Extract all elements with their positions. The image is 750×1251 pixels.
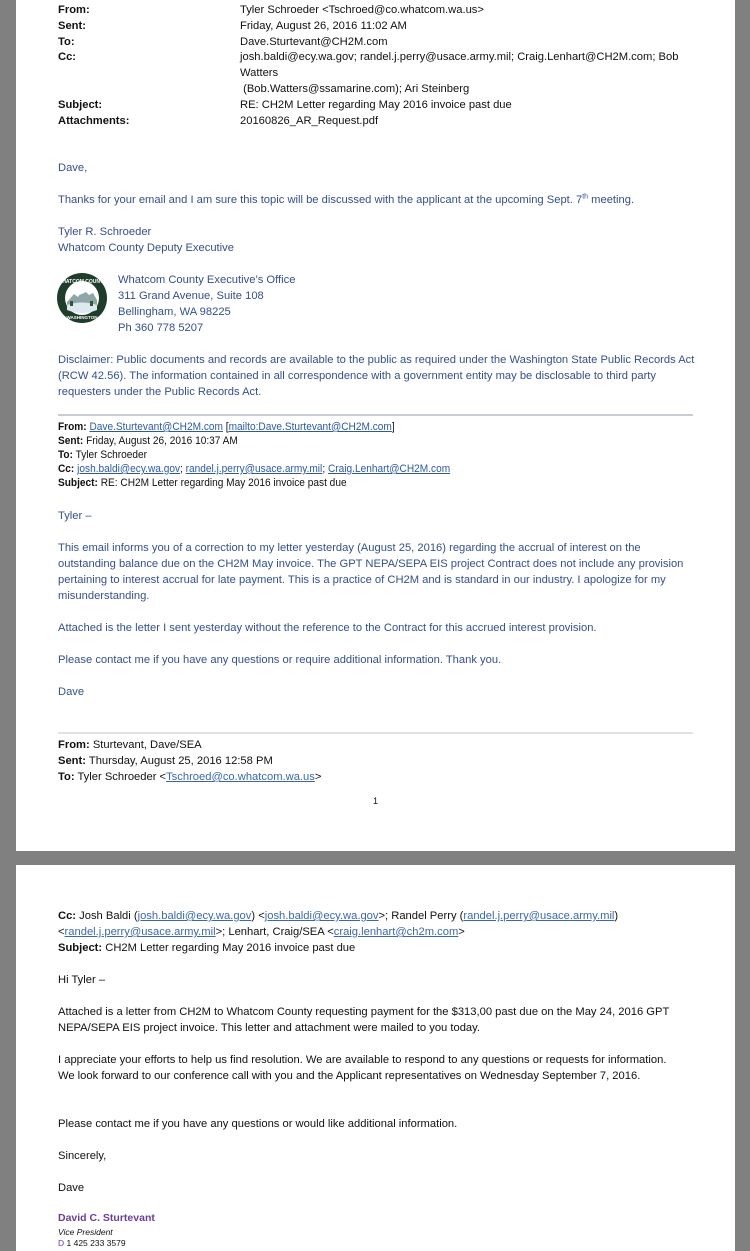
header-label: Cc:: [58, 51, 77, 64]
signoff: Dave: [58, 1182, 85, 1194]
header-label: Sent:: [58, 755, 86, 767]
office-address-line1: 311 Grand Avenue, Suite 108: [118, 290, 264, 302]
third-email-subject: [58, 940, 355, 956]
cc-text: <: [58, 926, 65, 938]
second-email-sent: [58, 434, 238, 448]
third-email-cc-cont: [58, 924, 465, 940]
header-row-subject: [58, 98, 695, 114]
cc-email-link[interactable]: randel.j.perry@usace.army.mil: [463, 910, 615, 922]
cc-email-link[interactable]: craig.lenhart@ch2m.com: [333, 926, 459, 938]
header-label: Subject:: [58, 477, 98, 489]
second-email-from: From: Dave.Sturtevant@CH2M.com [mailto:Dave.Sturtevant@CH2M.com]: [58, 421, 395, 433]
cc-text: Josh Baldi (: [79, 910, 138, 922]
greeting: Dave,: [58, 162, 88, 174]
signature-title: Whatcom County Deputy Executive: [58, 242, 234, 254]
signature-phone: [58, 1238, 126, 1248]
ordinal-suffix: th: [582, 193, 589, 201]
disclaimer: Disclaimer: Public documents and records are available to the public as required under the Washington State Public Records Act (RCW 42.56). The information contained in all correspondence with a government entity may be disclosable to third party requesters under the Public Records Act.: [58, 354, 695, 398]
office-name: Whatcom County Executive’s Office: [118, 274, 296, 286]
signoff: Dave: [58, 686, 85, 698]
cc-email-link[interactable]: Craig.Lenhart@CH2M.com: [327, 463, 451, 475]
cc-email-link[interactable]: josh.baldi@ecy.wa.gov: [137, 910, 252, 922]
body-paragraph: This email informs you of a correction to my letter yesterday (August 25, 2016) regarding the accrual of interest on the outstanding balance due on the CH2M May invoice. The GPT NEPA/SEPA EIS project Contract does not include any provision pertaining to interest accrual for late payment. This is a practice of CH2M and is standard in our industry. I apologize for my misunderstanding.: [58, 542, 684, 602]
header-label: From:: [58, 739, 90, 751]
header-label: [58, 82, 240, 98]
second-email-to: [58, 448, 147, 462]
header-label: Sent:: [58, 19, 86, 32]
subject-text: CH2M Letter regarding May 2016 invoice past due: [105, 942, 356, 954]
cc-text: >: [458, 926, 465, 938]
attachment-filename[interactable]: 20160826_AR_Request.pdf: [240, 114, 379, 127]
phone-label: D: [58, 1238, 65, 1248]
header-label: To:: [58, 771, 75, 783]
header-value: Tyler Schroeder <Tschroed@co.whatcom.wa.us>: [240, 4, 484, 16]
body-paragraph: [58, 192, 634, 208]
whatcom-county-seal-logo: [56, 272, 108, 324]
signature-name: Tyler R. Schroeder: [58, 226, 152, 238]
header-label: Cc:: [58, 463, 75, 475]
signature-name: David C. Sturtevant: [58, 1212, 155, 1224]
office-address-line2: Bellingham, WA 98225: [118, 306, 231, 318]
body-paragraph: Please contact me if you have any questions or would like additional information.: [58, 1118, 458, 1130]
header-label: From:: [58, 4, 90, 16]
closing: Sincerely,: [58, 1150, 107, 1162]
sender: Sturtevant, Dave/SEA: [92, 739, 202, 751]
to-email-link[interactable]: Tschroed@co.whatcom.wa.us: [166, 771, 315, 783]
header-label: From:: [58, 421, 87, 433]
body-paragraph: Please contact me if you have any questions or require additional information. Thank you.: [58, 654, 502, 666]
header-value: (Bob.Watters@ssamarine.com); Ari Steinberg: [240, 82, 470, 95]
page-number: 1: [372, 796, 378, 806]
header-label: Sent:: [58, 435, 84, 447]
greeting: Tyler –: [58, 510, 92, 522]
header-row-sent: [58, 19, 695, 35]
header-label: To:: [58, 35, 75, 48]
svg-text:WHATCOM COUNTY: WHATCOM COUNTY: [57, 279, 107, 285]
greeting: Hi Tyler –: [58, 974, 106, 986]
cc-email-link[interactable]: randel.j.perry@usace.army.mil: [64, 926, 216, 938]
header-row-to: [58, 35, 695, 51]
cc-email-link[interactable]: randel.j.perry@usace.army.mil: [185, 463, 323, 475]
cc-email-link[interactable]: josh.baldi@ecy.wa.gov: [264, 910, 379, 922]
body-text: meeting.: [588, 194, 635, 206]
recipient-name: Tyler Schroeder <: [77, 771, 167, 783]
third-email-from: [58, 737, 202, 753]
header-row-from: [58, 3, 695, 19]
phone-number: 1 425 233 3579: [64, 1238, 126, 1248]
second-email-cc: Cc: josh.baldi@ecy.wa.gov; randel.j.perry@usace.army.mil; Craig.Lenhart@CH2M.com: [58, 463, 451, 475]
bracket: >: [314, 771, 322, 783]
header-value: Dave.Sturtevant@CH2M.com: [240, 35, 388, 48]
signature-title: Vice President: [58, 1227, 113, 1237]
subject-text: RE: CH2M Letter regarding May 2016 invoice past due: [100, 477, 347, 489]
body-paragraph: Attached is the letter I sent yesterday without the reference to the Contract for this accrued interest provision.: [58, 622, 597, 634]
third-email-cc: [58, 908, 618, 924]
sent-date: Friday, August 26, 2016 10:37 AM: [86, 435, 238, 447]
email-divider: [58, 732, 693, 734]
mailto-link[interactable]: mailto:Dave.Sturtevant@CH2M.com: [228, 421, 392, 433]
cc-text: ) <: [251, 910, 265, 922]
cc-text: >; Lenhart, Craig/SEA <: [215, 926, 334, 938]
third-email-sent: [58, 753, 273, 769]
third-email-to: [58, 769, 321, 785]
header-label: Attachments:: [58, 114, 130, 127]
header-label: Subject:: [58, 942, 103, 954]
recipient: Tyler Schroeder: [75, 449, 148, 461]
header-value: josh.baldi@ecy.wa.gov; randel.j.perry@usace.army.mil; Craig.Lenhart@CH2M.com; Bob Watters: [240, 51, 679, 80]
body-text: Thanks for your email and I am sure this topic will be discussed with the applicant at the upcoming Sept. 7: [58, 194, 583, 206]
header-row-cc: [58, 50, 695, 82]
header-label: Cc:: [58, 910, 77, 922]
document-page-1: [16, 0, 735, 851]
header-label: To:: [58, 449, 73, 461]
cc-text: ): [614, 910, 619, 922]
cc-email-link[interactable]: josh.baldi@ecy.wa.gov: [77, 463, 181, 475]
office-phone: Ph 360 778 5207: [118, 322, 204, 334]
second-email-subject: [58, 476, 347, 490]
header-value: Friday, August 26, 2016 11:02 AM: [240, 19, 407, 32]
sent-date: Thursday, August 25, 2016 12:58 PM: [88, 755, 273, 767]
body-paragraph: I appreciate your efforts to help us find resolution. We are available to respond to any questions or requests for information. We look forward to our conference call with you and the Applicant representatives on Wednesday September 7, 2016.: [58, 1054, 667, 1082]
office-address-block: [118, 272, 295, 336]
svg-text:WASHINGTON: WASHINGTON: [66, 315, 98, 320]
email-divider: [58, 414, 693, 416]
header-row-cc-cont: [58, 82, 695, 98]
header-row-attachments: [58, 114, 695, 130]
cc-text: >; Randel Perry (: [378, 910, 464, 922]
header-value: RE: CH2M Letter regarding May 2016 invoice past due: [240, 98, 512, 111]
header-label: Subject:: [58, 98, 103, 111]
from-email-link[interactable]: Dave.Sturtevant@CH2M.com: [89, 421, 223, 433]
body-paragraph: Attached is a letter from CH2M to Whatcom County requesting payment for the $313,00 past due on the May 24, 2016 GPT NEPA/SEPA EIS project invoice. This letter and attachment were mailed to you today.: [58, 1006, 670, 1034]
email-header-table: [58, 3, 695, 129]
